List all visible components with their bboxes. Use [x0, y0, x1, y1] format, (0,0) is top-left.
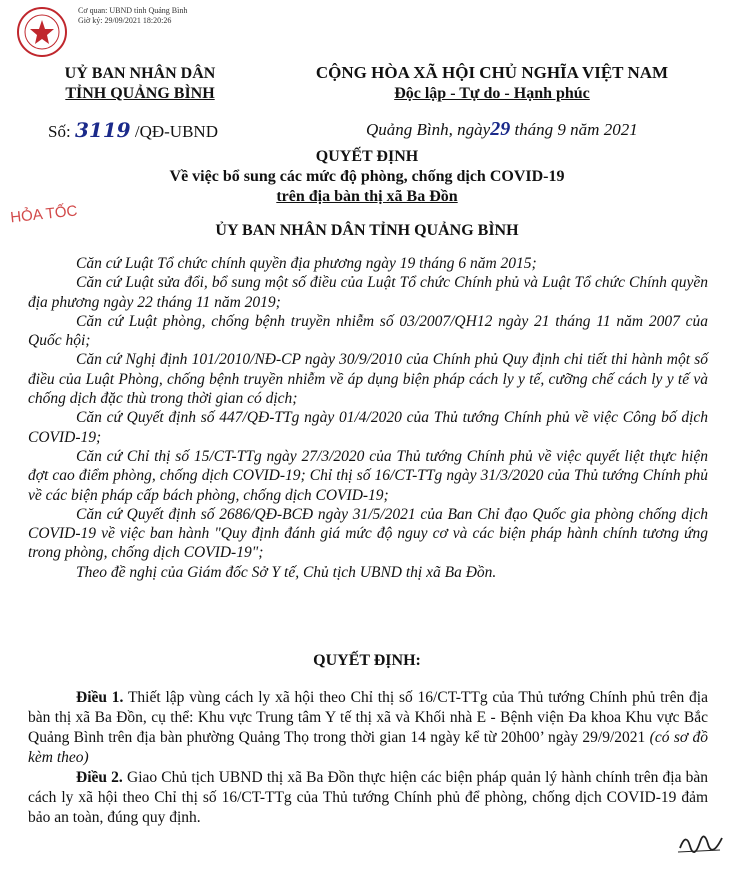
- date-day-handwritten: 29: [490, 118, 511, 140]
- legal-basis-paragraph: Căn cứ Luật sửa đổi, bổ sung một số điều của Luật Tổ chức Chính phủ và Luật Tổ chức Chính quyền địa phương ngày 22 tháng 11 năm 2019;: [28, 274, 708, 311]
- article-1-label: Điều 1.: [76, 689, 124, 706]
- article-2-text: Giao Chủ tịch UBND thị xã Ba Đồn thực hiện các biện pháp quản lý hành chính trên địa bàn cách ly xã hội theo Chỉ thị số 16/CT-TTg của Thủ tướng Chính phủ để phòng, chống dịch COVID-19 đảm bảo an toàn, đúng quy định.: [28, 769, 709, 826]
- signature-agency: Cơ quan: UBND tỉnh Quảng Bình: [78, 6, 188, 15]
- article-1: [28, 688, 708, 768]
- issuer-line-2: TỈNH QUẢNG BÌNH: [65, 85, 215, 102]
- national-header: [262, 62, 722, 104]
- doc-number-suffix: /QĐ-UBND: [134, 122, 218, 141]
- articles: [28, 688, 708, 828]
- state-emblem-seal-icon: [16, 6, 68, 58]
- document-number: [48, 118, 218, 142]
- legal-basis-paragraph: Căn cứ Luật phòng, chống bệnh truyền nhiễm số 03/2007/QH12 ngày 21 tháng 11 năm 2007 của Quốc hội;: [28, 312, 708, 350]
- proposal-paragraph: Theo đề nghị của Giám đốc Sở Y tế, Chủ tịch UBND thị xã Ba Đồn.: [76, 563, 497, 581]
- signature-initials-icon: [676, 826, 728, 856]
- document-type-title: QUYẾT ĐỊNH: [315, 148, 419, 165]
- document-subject-line-2: [0, 188, 734, 206]
- legal-basis-paragraph: Căn cứ Quyết định số 447/QĐ-TTg ngày 01/4/2020 của Thủ tướng Chính phủ về việc Công bố dịch COVID-19;: [28, 409, 708, 446]
- urgent-stamp-text: HỎA TỐC: [9, 202, 79, 227]
- legal-basis-paragraph: Căn cứ Luật Tổ chức chính quyền địa phương ngày 19 tháng 6 năm 2015;: [76, 255, 537, 272]
- decision-heading: QUYẾT ĐỊNH:: [313, 652, 421, 669]
- national-motto: Độc lập - Tự do - Hạnh phúc: [394, 85, 590, 102]
- doc-number-handwritten: 3119: [74, 118, 131, 142]
- article-2: [28, 768, 708, 828]
- legal-bases: [28, 254, 708, 582]
- article-2-label: Điều 2.: [76, 769, 123, 786]
- issuer-header: [40, 64, 240, 104]
- doc-number-prefix: Số:: [48, 122, 71, 141]
- article-1-text: Thiết lập vùng cách ly xã hội theo Chỉ thị số 16/CT-TTg của Thủ tướng Chính phủ trên địa bàn thị xã Ba Đồn, cụ thể: Khu vực Trung tâm Y tế thị xã và Khối nhà E - Bệnh viện Đa khoa Khu vực Bắc Quảng Bình trên địa bàn phường Quảng Thọ trong thời gian 14 ngày kể từ 20h00’ ngày 29/9/2021: [28, 689, 708, 746]
- legal-basis-paragraph: Căn cứ Nghị định 101/2010/NĐ-CP ngày 30/9/2010 của Chính phủ Quy định chi tiết thi hành một số điều của Luật Phòng, chống bệnh truyền nhiễm về áp dụng biện pháp cách ly y tế, cưỡng chế cách ly y tế và chống dịch đặc thù trong thời gian có dịch;: [28, 351, 708, 408]
- digital-signature-info: [78, 6, 187, 26]
- article-1-note: (có sơ đồ kèm theo): [28, 729, 708, 766]
- document-subject-line-2-text: trên địa bàn thị xã Ba Đồn: [276, 188, 458, 205]
- issuing-body: ỦY BAN NHÂN DÂN TỈNH QUẢNG BÌNH: [215, 222, 519, 239]
- national-title: CỘNG HÒA XÃ HỘI CHỦ NGHĨA VIỆT NAM: [315, 63, 669, 82]
- issuer-line-1: UỶ BAN NHÂN DÂN: [64, 65, 216, 82]
- legal-basis-paragraph: Căn cứ Chỉ thị số 15/CT-TTg ngày 27/3/2020 của Thủ tướng Chính phủ về việc quyết liệt thực hiện đợt cao điểm phòng, chống dịch COVID-19; Chỉ thị số 16/CT-TTg ngày 31/3/2020 của Thủ tướng Chính phủ về các biện pháp cấp bách phòng, chống dịch COVID-19;: [28, 447, 708, 504]
- place-date: [366, 118, 638, 141]
- place-date-suffix: tháng 9 năm 2021: [514, 120, 638, 139]
- signature-time: Giờ ký: 29/09/2021 18:20:26: [78, 16, 172, 25]
- document-subject-line-1: Về việc bổ sung các mức độ phòng, chống dịch COVID-19: [169, 168, 565, 185]
- legal-basis-paragraph: Căn cứ Quyết định số 2686/QĐ-BCĐ ngày 31/5/2021 của Ban Chỉ đạo Quốc gia phòng chống dịch COVID-19 về việc ban hành "Quy định đánh giá mức độ nguy cơ và các biện pháp hành chính tương ứng trong phòng, chống dịch COVID-19";: [28, 505, 708, 562]
- place-date-prefix: Quảng Bình, ngày: [366, 120, 491, 139]
